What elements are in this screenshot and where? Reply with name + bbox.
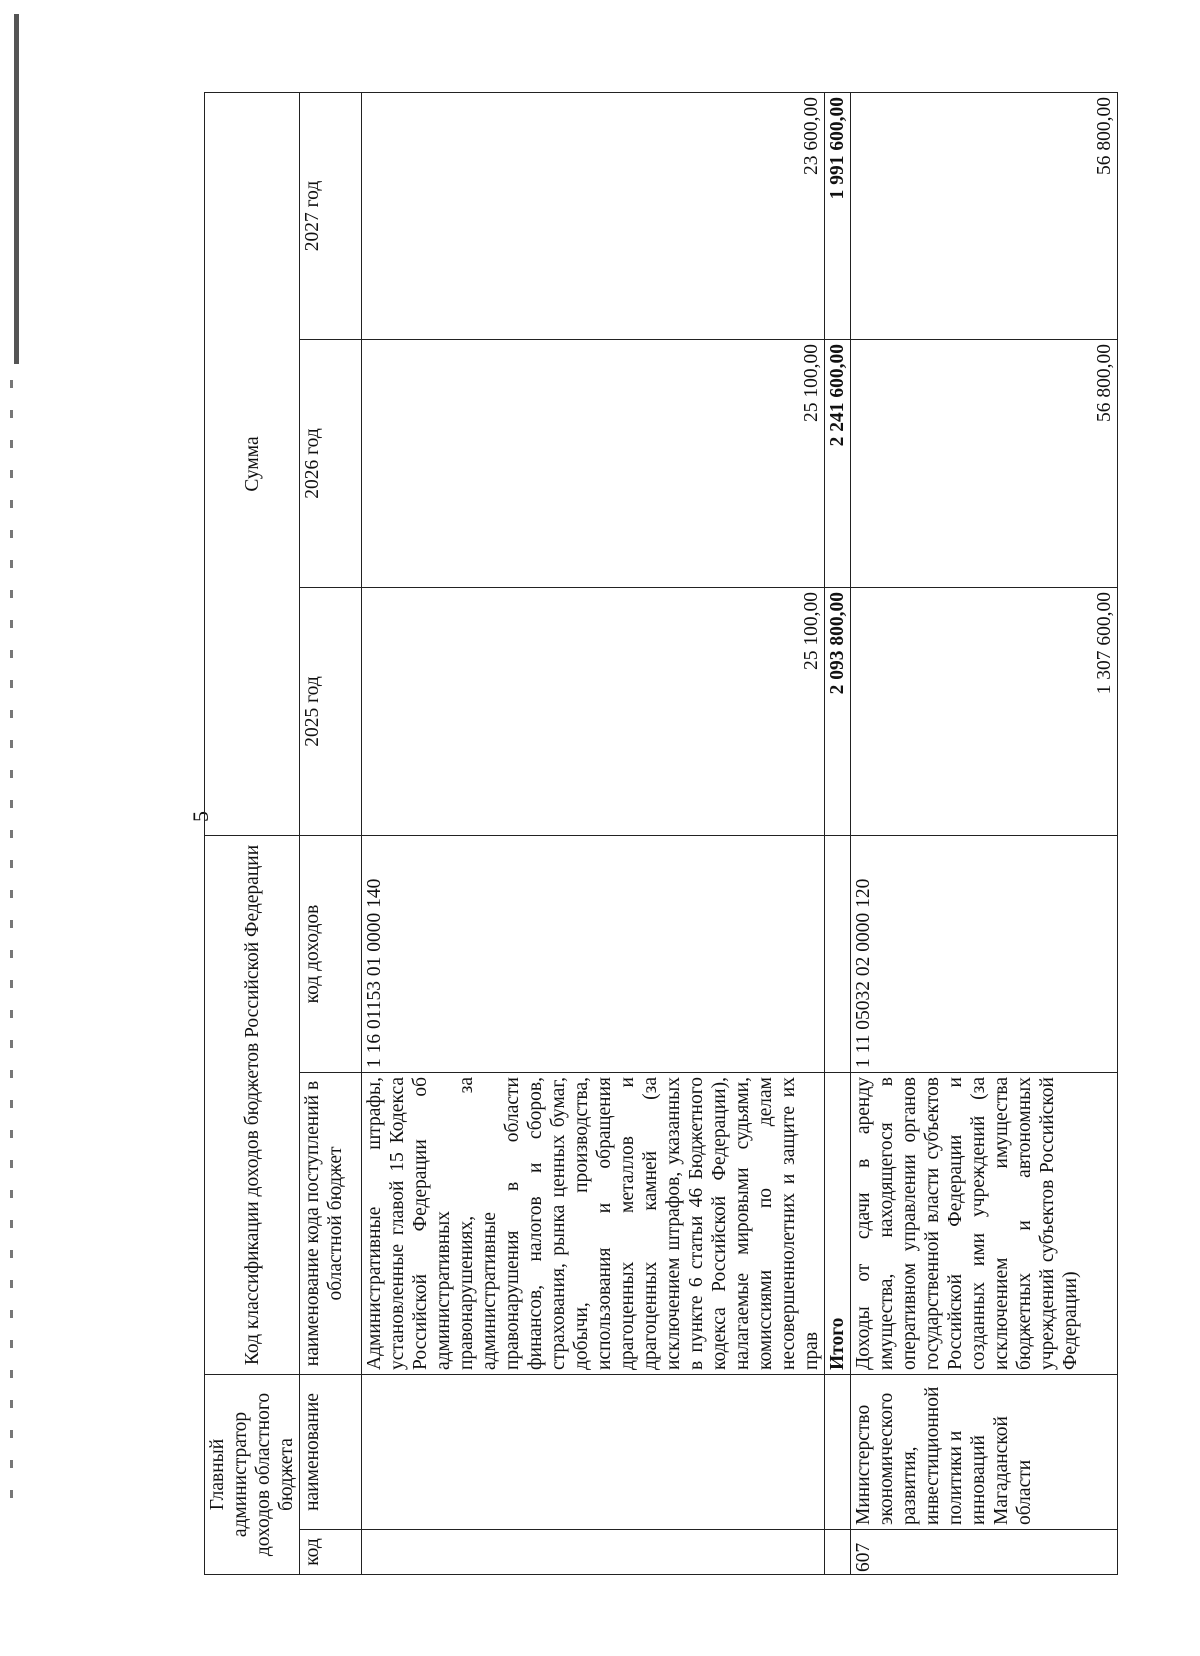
header-row-1 xyxy=(205,93,300,1575)
header-classification-group: Код классификации доходов бюджетов Российской Федерации xyxy=(205,836,300,1375)
row2-admin-name xyxy=(825,1375,851,1530)
header-code: код xyxy=(300,1530,362,1575)
row3-2026: 56 800,00 xyxy=(851,340,1118,588)
row3-2025: 1 307 600,00 xyxy=(851,588,1118,836)
scan-edge-mark xyxy=(14,14,19,364)
rotated-table-wrapper xyxy=(204,93,1118,1575)
row1-2027: 23 600,00 xyxy=(362,93,825,340)
row3-income-name: Доходы от сдачи в аренду имущества, находящегося в оперативном управлении органов государственной власти субъектов Российской Федерации и созданных ими учреждений (за исключением имущества бюджетных и автономных учреждений субъектов Российской Федерации) xyxy=(851,1073,1118,1375)
row2-code xyxy=(825,1530,851,1575)
row1-2025: 25 100,00 xyxy=(362,588,825,836)
header-year-2025: 2025 год xyxy=(300,588,362,836)
header-income-code: код доходов xyxy=(300,836,362,1073)
row1-income-code: 1 16 01153 01 0000 140 xyxy=(362,836,825,1073)
page-number: 5 xyxy=(188,811,213,822)
revenue-table xyxy=(204,92,1118,1575)
row2-2026: 2 241 600,00 xyxy=(825,340,851,588)
row2-2025: 2 093 800,00 xyxy=(825,588,851,836)
table-row xyxy=(851,93,1118,1575)
table-row xyxy=(362,93,825,1575)
scan-edge-dashes xyxy=(10,380,13,1500)
row1-code xyxy=(362,1530,825,1575)
header-row-2 xyxy=(300,93,362,1575)
total-row xyxy=(825,93,851,1575)
header-year-2026: 2026 год xyxy=(300,340,362,588)
row2-income-code xyxy=(825,836,851,1073)
header-name: наименование xyxy=(300,1375,362,1530)
row1-admin-name xyxy=(362,1375,825,1530)
row1-2026: 25 100,00 xyxy=(362,340,825,588)
row3-income-code: 1 11 05032 02 0000 120 xyxy=(851,836,1118,1073)
header-income-name: наименование кода поступлений в областной бюджет xyxy=(300,1073,362,1375)
row3-2027: 56 800,00 xyxy=(851,93,1118,340)
header-admin-group: Главный администратор доходов областного бюджета xyxy=(205,1375,300,1575)
row2-2027: 1 991 600,00 xyxy=(825,93,851,340)
row1-income-name: Административные штрафы, установленные главой 15 Кодекса Российской Федерации об административных правонарушениях, за административные правонарушения в области финансов, налогов и сборов, страхования, рынка ценных бумаг, добычи, производства, использования и обращения драгоценных металлов и драгоценных камней (за исключением штрафов, указанных в пункте 6 статьи 46 Бюджетного кодекса Российской Федерации), налагаемые мировыми судьями, комиссиями по делам несовершеннолетних и защите их прав xyxy=(362,1073,825,1375)
row2-total-label: Итого xyxy=(825,1073,851,1375)
header-sum-group: Сумма xyxy=(205,93,300,836)
header-year-2027: 2027 год xyxy=(300,93,362,340)
row3-code: 607 xyxy=(851,1530,1118,1575)
row3-admin-name: Министерство экономического развития, инвестиционной политики и инноваций Магаданской области xyxy=(851,1375,1118,1530)
